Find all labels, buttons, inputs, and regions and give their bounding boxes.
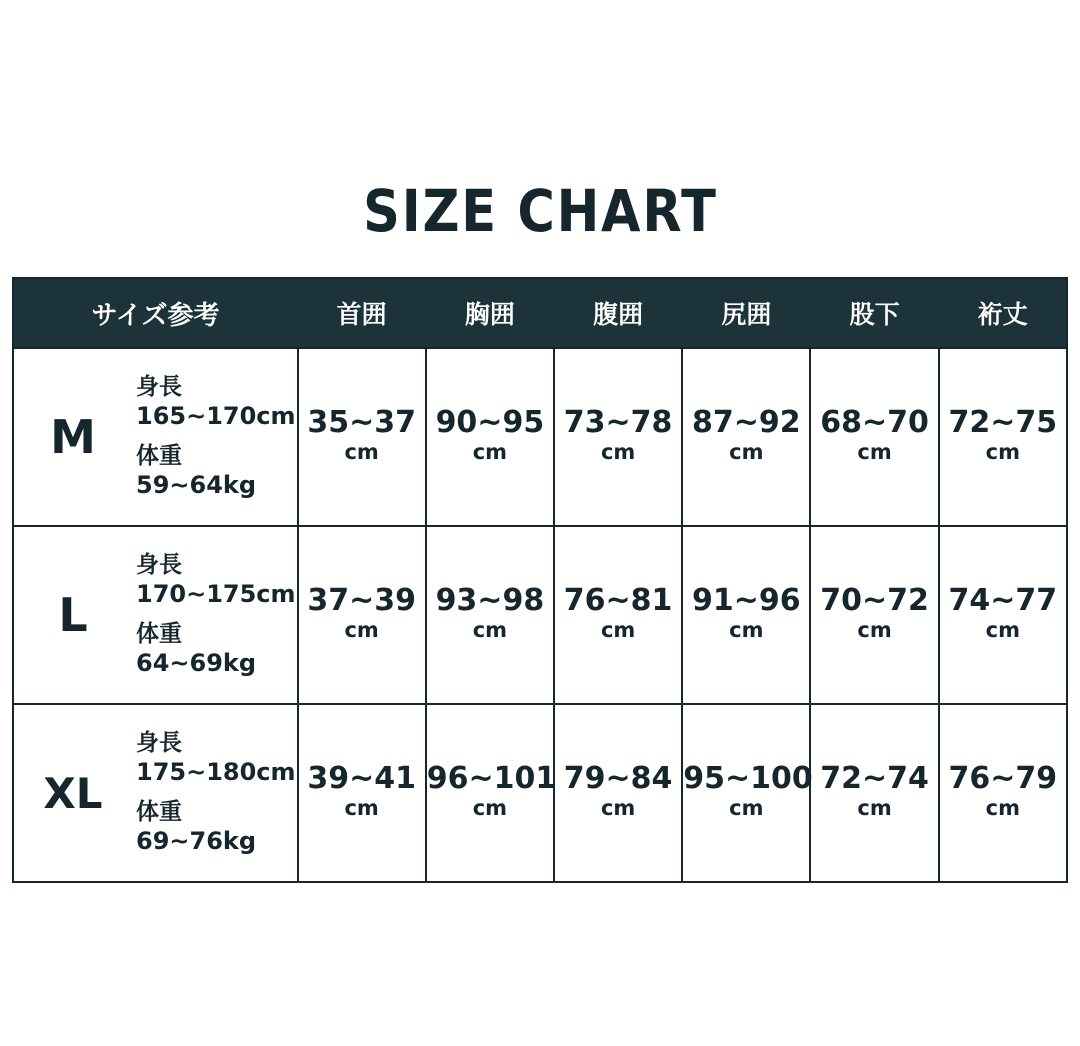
chest-value: 90~95 bbox=[435, 404, 545, 440]
column-header-waist: 腹囲 bbox=[554, 278, 682, 348]
inseam-value: 72~74 bbox=[820, 760, 929, 796]
height-value: 165~170cm bbox=[136, 402, 296, 431]
weight-value: 64~69kg bbox=[136, 649, 257, 678]
table-row bbox=[13, 526, 1067, 704]
chest-unit: cm bbox=[472, 796, 508, 821]
sleeve-cell bbox=[939, 526, 1067, 704]
neck-cell bbox=[298, 704, 426, 882]
table-row bbox=[13, 348, 1067, 526]
height-value: 170~175cm bbox=[136, 580, 296, 609]
height-label: 身長 bbox=[136, 729, 182, 756]
size-label: L bbox=[58, 588, 88, 642]
sleeve-unit: cm bbox=[985, 618, 1021, 643]
column-header-chest: 胸囲 bbox=[426, 278, 554, 348]
hip-unit: cm bbox=[729, 618, 764, 643]
inseam-value: 68~70 bbox=[820, 404, 929, 440]
waist-cell bbox=[554, 348, 682, 526]
chest-cell bbox=[426, 704, 557, 882]
waist-value: 73~78 bbox=[563, 404, 673, 440]
hip-unit: cm bbox=[729, 796, 764, 821]
weight-label: 体重 bbox=[136, 798, 182, 825]
hip-cell bbox=[682, 348, 810, 526]
weight-label: 体重 bbox=[136, 442, 182, 469]
chest-unit: cm bbox=[472, 440, 508, 465]
waist-unit: cm bbox=[600, 796, 636, 821]
neck-cell bbox=[298, 348, 426, 526]
inseam-value: 70~72 bbox=[820, 582, 929, 618]
sleeve-value: 72~75 bbox=[948, 404, 1058, 440]
size-reference-cell bbox=[13, 348, 298, 526]
size-meta bbox=[132, 373, 297, 502]
chest-cell bbox=[426, 348, 554, 526]
hip-cell bbox=[682, 526, 810, 704]
neck-value: 35~37 bbox=[307, 404, 416, 440]
chest-value: 96~101 bbox=[426, 760, 557, 796]
column-header-inseam: 股下 bbox=[810, 278, 938, 348]
neck-value: 39~41 bbox=[307, 760, 416, 796]
neck-value: 37~39 bbox=[307, 582, 416, 618]
chest-cell bbox=[426, 526, 554, 704]
inseam-cell bbox=[810, 348, 938, 526]
table-header bbox=[13, 278, 1067, 348]
hip-cell bbox=[682, 704, 813, 882]
inseam-unit: cm bbox=[857, 618, 892, 643]
hip-value: 95~100 bbox=[683, 760, 813, 796]
inseam-cell bbox=[810, 704, 938, 882]
height-label: 身長 bbox=[136, 551, 182, 578]
column-header-sleeve: 裄丈 bbox=[939, 278, 1067, 348]
waist-value: 79~84 bbox=[563, 760, 673, 796]
table-row bbox=[13, 704, 1067, 882]
column-header-neck: 首囲 bbox=[298, 278, 426, 348]
hip-value: 87~92 bbox=[692, 404, 801, 440]
size-label: M bbox=[50, 410, 96, 464]
column-header-hip: 尻囲 bbox=[682, 278, 810, 348]
inseam-cell bbox=[810, 526, 938, 704]
sleeve-cell bbox=[939, 704, 1067, 882]
column-header-size-reference: サイズ参考 bbox=[13, 278, 298, 348]
waist-cell bbox=[554, 526, 682, 704]
height-label: 身長 bbox=[136, 373, 182, 400]
size-chart-table bbox=[12, 277, 1068, 883]
height-value: 175~180cm bbox=[136, 758, 296, 787]
waist-unit: cm bbox=[600, 618, 636, 643]
sleeve-cell bbox=[939, 348, 1067, 526]
waist-value: 76~81 bbox=[563, 582, 673, 618]
table-body bbox=[13, 348, 1067, 882]
waist-cell bbox=[554, 704, 682, 882]
neck-unit: cm bbox=[344, 796, 379, 821]
sleeve-value: 74~77 bbox=[948, 582, 1058, 618]
weight-value: 69~76kg bbox=[136, 827, 257, 856]
neck-cell bbox=[298, 526, 426, 704]
waist-unit: cm bbox=[600, 440, 636, 465]
chest-unit: cm bbox=[472, 618, 508, 643]
size-label: XL bbox=[43, 768, 103, 818]
neck-unit: cm bbox=[344, 618, 379, 643]
weight-label: 体重 bbox=[136, 620, 182, 647]
inseam-unit: cm bbox=[857, 440, 892, 465]
weight-value: 59~64kg bbox=[136, 471, 257, 500]
sleeve-unit: cm bbox=[985, 796, 1021, 821]
sleeve-value: 76~79 bbox=[948, 760, 1058, 796]
size-reference-cell bbox=[13, 704, 298, 882]
hip-value: 91~96 bbox=[692, 582, 801, 618]
page-title: SIZE CHART bbox=[362, 177, 718, 245]
inseam-unit: cm bbox=[857, 796, 892, 821]
sleeve-unit: cm bbox=[985, 440, 1021, 465]
neck-unit: cm bbox=[344, 440, 379, 465]
table-header-row bbox=[13, 278, 1067, 348]
hip-unit: cm bbox=[729, 440, 764, 465]
size-reference-cell bbox=[13, 526, 298, 704]
size-meta bbox=[132, 551, 297, 680]
chest-value: 93~98 bbox=[435, 582, 545, 618]
size-meta bbox=[132, 729, 297, 858]
